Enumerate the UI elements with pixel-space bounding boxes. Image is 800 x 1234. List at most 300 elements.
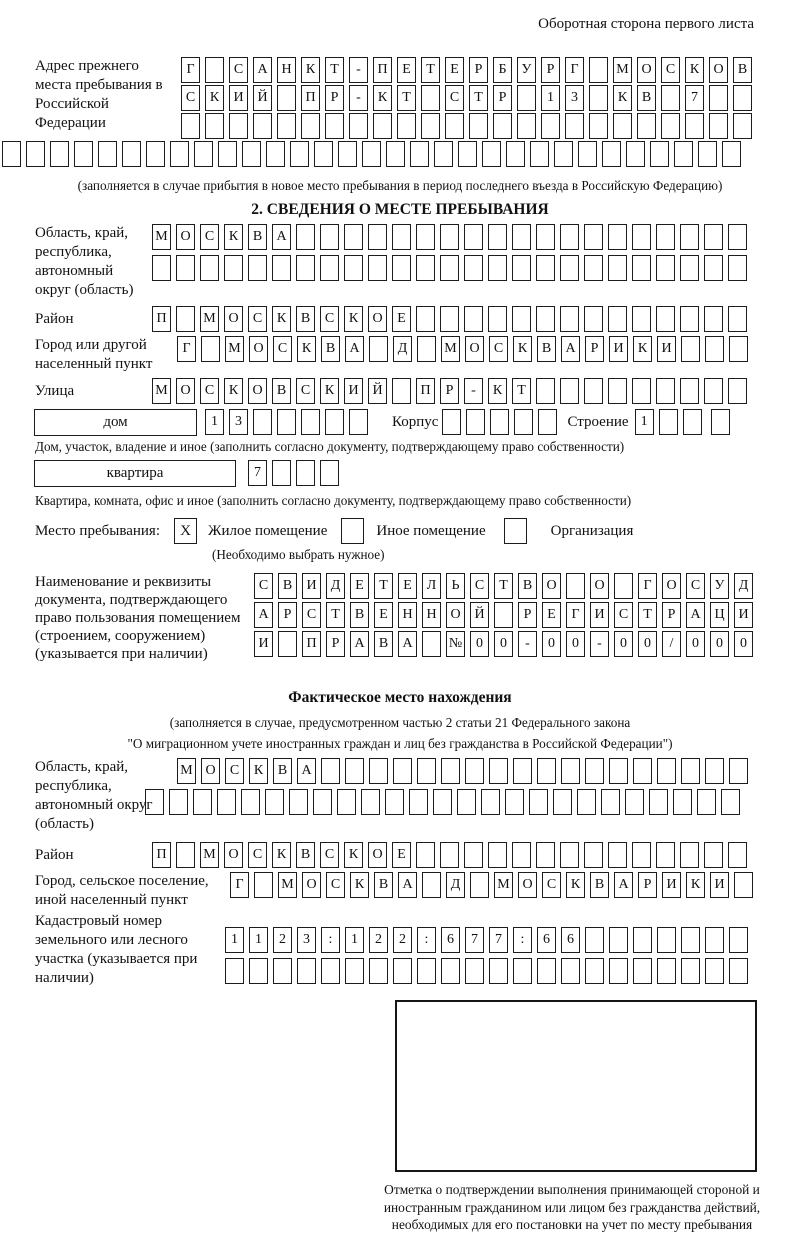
form-cell[interactable] xyxy=(585,927,604,953)
form-cell[interactable] xyxy=(416,306,435,332)
form-cell[interactable]: Т xyxy=(512,378,531,404)
form-cell[interactable] xyxy=(536,842,555,868)
form-cell[interactable]: К xyxy=(513,336,532,362)
form-cell[interactable] xyxy=(633,758,652,784)
form-cell[interactable] xyxy=(650,141,669,167)
form-cell[interactable] xyxy=(176,842,195,868)
form-cell[interactable]: О xyxy=(446,602,465,628)
form-cell[interactable]: С xyxy=(229,57,248,83)
form-cell[interactable]: 0 xyxy=(686,631,705,657)
form-cell[interactable]: М xyxy=(278,872,297,898)
form-cell[interactable]: Г xyxy=(181,57,200,83)
form-cell[interactable] xyxy=(464,224,483,250)
form-cell[interactable] xyxy=(464,842,483,868)
form-cell[interactable]: Р xyxy=(325,85,344,111)
form-cell[interactable] xyxy=(728,306,747,332)
form-cell[interactable]: К xyxy=(205,85,224,111)
form-cell[interactable]: Н xyxy=(398,602,417,628)
form-cell[interactable] xyxy=(205,57,224,83)
form-cell[interactable]: Ь xyxy=(446,573,465,599)
form-cell[interactable]: К xyxy=(224,224,243,250)
form-cell[interactable] xyxy=(680,306,699,332)
form-cell[interactable]: 6 xyxy=(561,927,580,953)
form-cell[interactable] xyxy=(704,255,723,281)
form-cell[interactable]: 3 xyxy=(297,927,316,953)
form-cell[interactable] xyxy=(538,409,557,435)
form-cell[interactable]: 0 xyxy=(542,631,561,657)
form-cell[interactable]: 6 xyxy=(441,927,460,953)
form-cell[interactable]: О xyxy=(637,57,656,83)
form-cell[interactable] xyxy=(422,872,441,898)
form-cell[interactable]: Д xyxy=(446,872,465,898)
form-cell[interactable] xyxy=(680,224,699,250)
form-cell[interactable] xyxy=(705,927,724,953)
form-cell[interactable]: И xyxy=(609,336,628,362)
form-cell[interactable]: С xyxy=(445,85,464,111)
form-cell[interactable] xyxy=(505,789,524,815)
form-cell[interactable] xyxy=(337,789,356,815)
form-cell[interactable] xyxy=(488,306,507,332)
form-cell[interactable]: А xyxy=(253,57,272,83)
form-cell[interactable] xyxy=(632,306,651,332)
form-cell[interactable]: Т xyxy=(469,85,488,111)
form-cell[interactable] xyxy=(225,958,244,984)
form-cell[interactable]: И xyxy=(302,573,321,599)
form-cell[interactable] xyxy=(296,224,315,250)
form-cell[interactable] xyxy=(728,378,747,404)
form-cell[interactable] xyxy=(421,85,440,111)
form-cell[interactable]: О xyxy=(662,573,681,599)
form-cell[interactable]: С xyxy=(320,306,339,332)
form-cell[interactable] xyxy=(625,789,644,815)
form-cell[interactable] xyxy=(325,113,344,139)
form-cell[interactable] xyxy=(633,927,652,953)
form-cell[interactable]: Д xyxy=(326,573,345,599)
form-cell[interactable]: 1 xyxy=(225,927,244,953)
form-cell[interactable] xyxy=(218,141,237,167)
form-cell[interactable] xyxy=(733,113,752,139)
form-cell[interactable] xyxy=(200,255,219,281)
form-cell[interactable] xyxy=(585,758,604,784)
form-cell[interactable] xyxy=(320,460,339,486)
form-cell[interactable]: П xyxy=(301,85,320,111)
form-cell[interactable] xyxy=(560,255,579,281)
form-cell[interactable] xyxy=(205,113,224,139)
form-cell[interactable]: М xyxy=(200,306,219,332)
form-cell[interactable]: 3 xyxy=(565,85,584,111)
form-cell[interactable]: Т xyxy=(397,85,416,111)
form-cell[interactable] xyxy=(349,409,368,435)
form-cell[interactable] xyxy=(685,113,704,139)
form-cell[interactable]: Н xyxy=(277,57,296,83)
form-cell[interactable] xyxy=(440,224,459,250)
form-cell[interactable] xyxy=(440,306,459,332)
form-cell[interactable]: К xyxy=(297,336,316,362)
form-cell[interactable] xyxy=(553,789,572,815)
form-cell[interactable] xyxy=(632,224,651,250)
form-cell[interactable] xyxy=(122,141,141,167)
form-cell[interactable]: И xyxy=(229,85,248,111)
form-cell[interactable]: В xyxy=(590,872,609,898)
form-cell[interactable] xyxy=(614,573,633,599)
form-cell[interactable] xyxy=(608,306,627,332)
form-cell[interactable] xyxy=(512,306,531,332)
form-cell[interactable]: С xyxy=(254,573,273,599)
form-cell[interactable]: М xyxy=(494,872,513,898)
form-cell[interactable]: А xyxy=(254,602,273,628)
form-cell[interactable] xyxy=(613,113,632,139)
form-cell[interactable] xyxy=(373,113,392,139)
form-cell[interactable] xyxy=(697,789,716,815)
form-cell[interactable] xyxy=(488,224,507,250)
form-cell[interactable]: И xyxy=(710,872,729,898)
form-cell[interactable]: Р xyxy=(278,602,297,628)
form-cell[interactable] xyxy=(657,958,676,984)
form-cell[interactable] xyxy=(560,306,579,332)
form-cell[interactable]: К xyxy=(350,872,369,898)
form-cell[interactable]: 0 xyxy=(614,631,633,657)
form-cell[interactable]: И xyxy=(254,631,273,657)
form-cell[interactable]: В xyxy=(272,378,291,404)
form-cell[interactable] xyxy=(609,958,628,984)
form-cell[interactable] xyxy=(584,378,603,404)
form-cell[interactable] xyxy=(608,842,627,868)
form-cell[interactable] xyxy=(170,141,189,167)
form-cell[interactable]: П xyxy=(302,631,321,657)
form-cell[interactable] xyxy=(633,958,652,984)
form-cell[interactable]: И xyxy=(657,336,676,362)
korpus-cells[interactable] xyxy=(442,409,557,435)
form-cell[interactable]: Г xyxy=(566,602,585,628)
form-cell[interactable] xyxy=(681,958,700,984)
form-cell[interactable]: 0 xyxy=(566,631,585,657)
form-cell[interactable] xyxy=(272,460,291,486)
form-cell[interactable]: : xyxy=(513,927,532,953)
form-cell[interactable]: В xyxy=(374,631,393,657)
section2-street-row[interactable] xyxy=(152,378,800,404)
form-cell[interactable]: В xyxy=(278,573,297,599)
form-cell[interactable] xyxy=(26,141,45,167)
actual-region-row-2[interactable] xyxy=(145,789,800,815)
house-number-cells[interactable] xyxy=(205,409,368,435)
form-cell[interactable] xyxy=(656,255,675,281)
form-cell[interactable]: К xyxy=(613,85,632,111)
form-cell[interactable] xyxy=(344,224,363,250)
form-cell[interactable]: С xyxy=(320,842,339,868)
form-cell[interactable] xyxy=(657,758,676,784)
form-cell[interactable] xyxy=(659,409,678,435)
form-cell[interactable]: Е xyxy=(397,57,416,83)
form-cell[interactable] xyxy=(602,141,621,167)
form-cell[interactable]: В xyxy=(733,57,752,83)
form-cell[interactable] xyxy=(609,927,628,953)
form-cell[interactable]: 1 xyxy=(249,927,268,953)
form-cell[interactable] xyxy=(368,224,387,250)
form-cell[interactable]: Р xyxy=(469,57,488,83)
form-cell[interactable] xyxy=(584,842,603,868)
form-cell[interactable] xyxy=(321,758,340,784)
form-cell[interactable]: О xyxy=(368,306,387,332)
form-cell[interactable]: К xyxy=(272,842,291,868)
form-cell[interactable] xyxy=(512,224,531,250)
form-cell[interactable]: 7 xyxy=(248,460,267,486)
form-cell[interactable]: К xyxy=(488,378,507,404)
form-cell[interactable] xyxy=(657,927,676,953)
form-cell[interactable] xyxy=(464,306,483,332)
form-cell[interactable]: С xyxy=(542,872,561,898)
form-cell[interactable] xyxy=(277,85,296,111)
form-cell[interactable]: Р xyxy=(518,602,537,628)
form-cell[interactable] xyxy=(585,958,604,984)
form-cell[interactable]: В xyxy=(374,872,393,898)
form-cell[interactable] xyxy=(589,85,608,111)
form-cell[interactable]: О xyxy=(542,573,561,599)
form-cell[interactable]: К xyxy=(633,336,652,362)
form-cell[interactable] xyxy=(369,958,388,984)
form-cell[interactable]: В xyxy=(637,85,656,111)
form-cell[interactable]: В xyxy=(296,842,315,868)
form-cell[interactable]: П xyxy=(373,57,392,83)
form-cell[interactable] xyxy=(680,378,699,404)
form-cell[interactable] xyxy=(513,958,532,984)
stroenie-extra-cell[interactable] xyxy=(711,409,730,435)
form-cell[interactable]: Т xyxy=(494,573,513,599)
form-cell[interactable] xyxy=(560,378,579,404)
form-cell[interactable] xyxy=(489,758,508,784)
form-cell[interactable] xyxy=(393,758,412,784)
form-cell[interactable]: 7 xyxy=(489,927,508,953)
form-cell[interactable] xyxy=(74,141,93,167)
form-cell[interactable]: Н xyxy=(422,602,441,628)
form-cell[interactable]: О xyxy=(201,758,220,784)
form-cell[interactable] xyxy=(656,224,675,250)
form-cell[interactable]: № xyxy=(446,631,465,657)
form-cell[interactable]: К xyxy=(320,378,339,404)
form-cell[interactable] xyxy=(589,113,608,139)
form-cell[interactable]: И xyxy=(734,602,753,628)
form-cell[interactable] xyxy=(529,789,548,815)
form-cell[interactable] xyxy=(313,789,332,815)
form-cell[interactable] xyxy=(242,141,261,167)
form-cell[interactable] xyxy=(488,255,507,281)
form-cell[interactable] xyxy=(734,872,753,898)
form-cell[interactable] xyxy=(176,255,195,281)
form-cell[interactable]: Г xyxy=(565,57,584,83)
form-cell[interactable] xyxy=(560,224,579,250)
apartment-cells[interactable] xyxy=(248,460,339,486)
form-cell[interactable] xyxy=(50,141,69,167)
form-cell[interactable] xyxy=(98,141,117,167)
form-cell[interactable]: 7 xyxy=(465,927,484,953)
stay-type-checkbox-other[interactable] xyxy=(341,518,364,544)
form-cell[interactable] xyxy=(722,141,741,167)
form-cell[interactable]: Е xyxy=(350,573,369,599)
form-cell[interactable] xyxy=(2,141,21,167)
form-cell[interactable] xyxy=(704,378,723,404)
form-cell[interactable]: О xyxy=(590,573,609,599)
form-cell[interactable] xyxy=(393,958,412,984)
form-cell[interactable] xyxy=(537,758,556,784)
form-cell[interactable] xyxy=(626,141,645,167)
form-cell[interactable]: Т xyxy=(374,573,393,599)
form-cell[interactable]: Р xyxy=(440,378,459,404)
form-cell[interactable]: Г xyxy=(638,573,657,599)
form-cell[interactable] xyxy=(266,141,285,167)
form-cell[interactable]: Р xyxy=(662,602,681,628)
form-cell[interactable]: О xyxy=(709,57,728,83)
form-cell[interactable]: А xyxy=(561,336,580,362)
prev-address-row-4[interactable] xyxy=(2,141,800,167)
form-cell[interactable] xyxy=(422,631,441,657)
actual-city-row[interactable] xyxy=(230,872,800,898)
form-cell[interactable] xyxy=(608,378,627,404)
form-cell[interactable] xyxy=(217,789,236,815)
form-cell[interactable] xyxy=(194,141,213,167)
form-cell[interactable]: 0 xyxy=(494,631,513,657)
form-cell[interactable] xyxy=(296,460,315,486)
form-cell[interactable] xyxy=(711,409,730,435)
form-cell[interactable]: Р xyxy=(638,872,657,898)
form-cell[interactable]: И xyxy=(662,872,681,898)
form-cell[interactable]: Т xyxy=(638,602,657,628)
form-cell[interactable]: 6 xyxy=(537,927,556,953)
form-cell[interactable] xyxy=(369,336,388,362)
form-cell[interactable] xyxy=(386,141,405,167)
form-cell[interactable]: И xyxy=(344,378,363,404)
form-cell[interactable]: К xyxy=(249,758,268,784)
form-cell[interactable] xyxy=(728,842,747,868)
form-cell[interactable] xyxy=(565,113,584,139)
form-cell[interactable]: 0 xyxy=(470,631,489,657)
form-cell[interactable]: Е xyxy=(374,602,393,628)
form-cell[interactable] xyxy=(673,789,692,815)
form-cell[interactable] xyxy=(560,842,579,868)
form-cell[interactable] xyxy=(733,85,752,111)
form-cell[interactable] xyxy=(493,113,512,139)
form-cell[interactable] xyxy=(489,958,508,984)
form-cell[interactable]: М xyxy=(152,224,171,250)
form-cell[interactable] xyxy=(561,758,580,784)
form-cell[interactable] xyxy=(152,255,171,281)
form-cell[interactable] xyxy=(433,789,452,815)
section2-district-row[interactable] xyxy=(152,306,800,332)
form-cell[interactable]: Р xyxy=(326,631,345,657)
form-cell[interactable] xyxy=(681,927,700,953)
form-cell[interactable]: 0 xyxy=(734,631,753,657)
form-cell[interactable] xyxy=(728,224,747,250)
form-cell[interactable] xyxy=(321,958,340,984)
form-cell[interactable] xyxy=(705,758,724,784)
form-cell[interactable]: О xyxy=(224,306,243,332)
form-cell[interactable]: Е xyxy=(398,573,417,599)
form-cell[interactable] xyxy=(466,409,485,435)
form-cell[interactable] xyxy=(513,758,532,784)
form-cell[interactable] xyxy=(536,224,555,250)
section2-city-row[interactable] xyxy=(177,336,800,362)
form-cell[interactable]: О xyxy=(176,378,195,404)
form-cell[interactable]: А xyxy=(350,631,369,657)
form-cell[interactable]: 1 xyxy=(541,85,560,111)
form-cell[interactable]: М xyxy=(225,336,244,362)
form-cell[interactable]: Е xyxy=(542,602,561,628)
form-cell[interactable]: Б xyxy=(493,57,512,83)
form-cell[interactable] xyxy=(441,958,460,984)
form-cell[interactable] xyxy=(709,85,728,111)
form-cell[interactable]: 2 xyxy=(393,927,412,953)
form-cell[interactable] xyxy=(345,958,364,984)
form-cell[interactable] xyxy=(729,958,748,984)
form-cell[interactable]: С xyxy=(302,602,321,628)
form-cell[interactable] xyxy=(368,255,387,281)
form-cell[interactable] xyxy=(589,57,608,83)
form-cell[interactable] xyxy=(241,789,260,815)
document-row-3[interactable] xyxy=(254,631,800,657)
form-cell[interactable]: А xyxy=(614,872,633,898)
form-cell[interactable]: : xyxy=(417,927,436,953)
form-cell[interactable] xyxy=(361,789,380,815)
form-cell[interactable] xyxy=(265,789,284,815)
form-cell[interactable] xyxy=(632,842,651,868)
form-cell[interactable] xyxy=(637,113,656,139)
form-cell[interactable] xyxy=(584,255,603,281)
form-cell[interactable]: Й xyxy=(470,602,489,628)
form-cell[interactable]: С xyxy=(489,336,508,362)
form-cell[interactable] xyxy=(445,113,464,139)
form-cell[interactable] xyxy=(297,958,316,984)
form-cell[interactable] xyxy=(536,306,555,332)
stay-type-checkbox-organization[interactable] xyxy=(504,518,527,544)
form-cell[interactable]: С xyxy=(470,573,489,599)
form-cell[interactable]: С xyxy=(200,224,219,250)
form-cell[interactable] xyxy=(704,842,723,868)
form-cell[interactable]: Й xyxy=(253,85,272,111)
form-cell[interactable]: П xyxy=(416,378,435,404)
form-cell[interactable] xyxy=(320,224,339,250)
form-cell[interactable]: В xyxy=(518,573,537,599)
form-cell[interactable]: С xyxy=(614,602,633,628)
form-cell[interactable]: Т xyxy=(325,57,344,83)
form-cell[interactable]: В xyxy=(321,336,340,362)
prev-address-row-1[interactable] xyxy=(181,57,800,83)
form-cell[interactable]: С xyxy=(326,872,345,898)
form-cell[interactable]: Л xyxy=(422,573,441,599)
form-cell[interactable]: Р xyxy=(541,57,560,83)
form-cell[interactable]: К xyxy=(272,306,291,332)
form-cell[interactable] xyxy=(530,141,549,167)
form-cell[interactable]: С xyxy=(273,336,292,362)
form-cell[interactable]: Е xyxy=(445,57,464,83)
form-cell[interactable] xyxy=(469,113,488,139)
cadastre-row-1[interactable] xyxy=(225,927,800,953)
form-cell[interactable] xyxy=(434,141,453,167)
form-cell[interactable] xyxy=(289,789,308,815)
form-cell[interactable]: С xyxy=(661,57,680,83)
form-cell[interactable] xyxy=(608,224,627,250)
form-cell[interactable]: 1 xyxy=(345,927,364,953)
form-cell[interactable] xyxy=(277,409,296,435)
document-row-1[interactable] xyxy=(254,573,800,599)
form-cell[interactable]: О xyxy=(224,842,243,868)
form-cell[interactable] xyxy=(417,958,436,984)
form-cell[interactable]: 1 xyxy=(205,409,224,435)
form-cell[interactable] xyxy=(193,789,212,815)
form-cell[interactable]: Ц xyxy=(710,602,729,628)
form-cell[interactable] xyxy=(490,409,509,435)
form-cell[interactable] xyxy=(554,141,573,167)
form-cell[interactable] xyxy=(362,141,381,167)
form-cell[interactable] xyxy=(392,378,411,404)
form-cell[interactable] xyxy=(683,409,702,435)
